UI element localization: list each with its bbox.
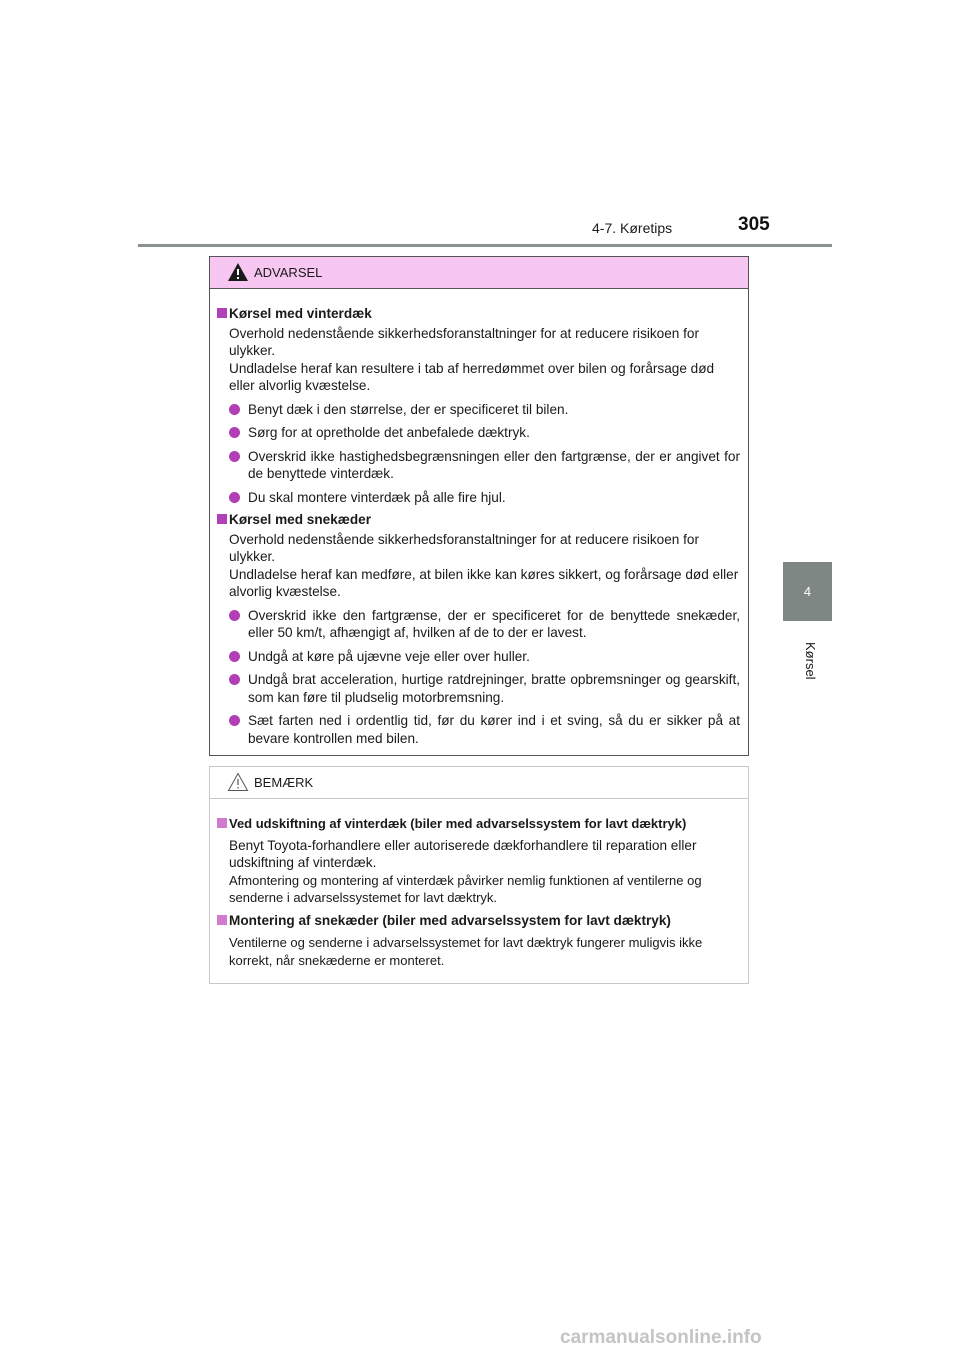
header-rule [138,244,832,247]
watermark: carmanualsonline.info [560,1327,762,1348]
notice-header [210,767,748,799]
paragraph: Undladelse heraf kan resultere i tab af herredømmet over bilen og forårsage død eller alvorlig kvæstelse. [229,360,715,393]
list-item: Undgå brat acceleration, hurtige ratdrejninger, bratte opbremsninger og gearskift, som kan føre til pludselig motorbremsning. [217,671,740,706]
round-bullet-icon [229,651,240,662]
page-number: 305 [738,214,770,235]
notice-content [210,799,748,969]
paragraph: Afmontering og montering af vinterdæk påvirker nemlig funktionen af ventilerne og senderne i advarselssystemet for lavt dæktryk. [229,872,702,905]
section-heading: Ved udskiftning af vinterdæk (biler med advarselssystem for lavt dæktryk) [217,815,740,833]
square-bullet-icon [217,818,227,828]
square-bullet-icon [217,915,227,925]
round-bullet-icon [229,404,240,415]
paragraph: Undladelse heraf kan medføre, at bilen ikke kan køres sikkert, og forårsage død eller alvorlig kvæstelse. [229,566,739,599]
paragraph: Overhold nedenstående sikkerhedsforanstaltninger for at reducere risikoen for ulykker. [229,325,700,358]
warning-header [210,257,748,289]
warning-box [209,256,749,756]
section-heading: Montering af snekæder (biler med advarselssystem for lavt dæktryk) [217,912,740,930]
section-heading: Kørsel med snekæder [217,511,740,529]
chapter-label [788,630,828,690]
list-item: Overskrid ikke hastighedsbegrænsningen eller den fartgrænse, der er angivet for de benyttede vinterdæk. [217,448,740,483]
square-bullet-icon [217,514,227,524]
round-bullet-icon [229,427,240,438]
paragraph: Ventilerne og senderne i advarselssystemet for lavt dæktryk fungerer muligvis ikke korrekt, når snekæderne er monteret. [229,935,703,968]
warning-title: ADVARSEL [254,265,323,280]
warning-content [210,289,748,747]
notice-title: BEMÆRK [254,775,314,790]
paragraph: Benyt Toyota-forhandlere eller autoriserede dækforhandlere til reparation eller udskiftning af vinterdæk. [229,837,697,870]
list-item: Du skal montere vinterdæk på alle fire hjul. [217,489,740,507]
round-bullet-icon [229,610,240,621]
list-item: Undgå at køre på ujævne veje eller over huller. [217,648,740,666]
warning-triangle-icon [227,262,249,282]
paragraph: Overhold nedenstående sikkerhedsforanstaltninger for at reducere risikoen for ulykker. [229,531,700,564]
caution-triangle-icon [227,772,249,792]
chapter-tab[interactable]: 4 [783,562,832,621]
round-bullet-icon [229,715,240,726]
list-item: Overskrid ikke den fartgrænse, der er specificeret for de benyttede snekæder, eller 50 km/t, afhængigt af, hvilken af de to der er lavest. [217,607,740,642]
square-bullet-icon [217,308,227,318]
list-item: Sæt farten ned i ordentlig tid, før du kører ind i et sving, så du er sikker på at bevare kontrollen med bilen. [217,712,740,747]
section-label: 4-7. Køretips [592,220,673,236]
notice-box [209,766,749,984]
round-bullet-icon [229,674,240,685]
round-bullet-icon [229,451,240,462]
chapter-label-text: Kørsel [803,642,818,680]
page-header [0,0,960,250]
list-item: Sørg for at opretholde det anbefalede dæktryk. [217,424,740,442]
list-item: Benyt dæk i den størrelse, der er specificeret til bilen. [217,401,740,419]
round-bullet-icon [229,492,240,503]
section-heading: Kørsel med vinterdæk [217,305,740,323]
